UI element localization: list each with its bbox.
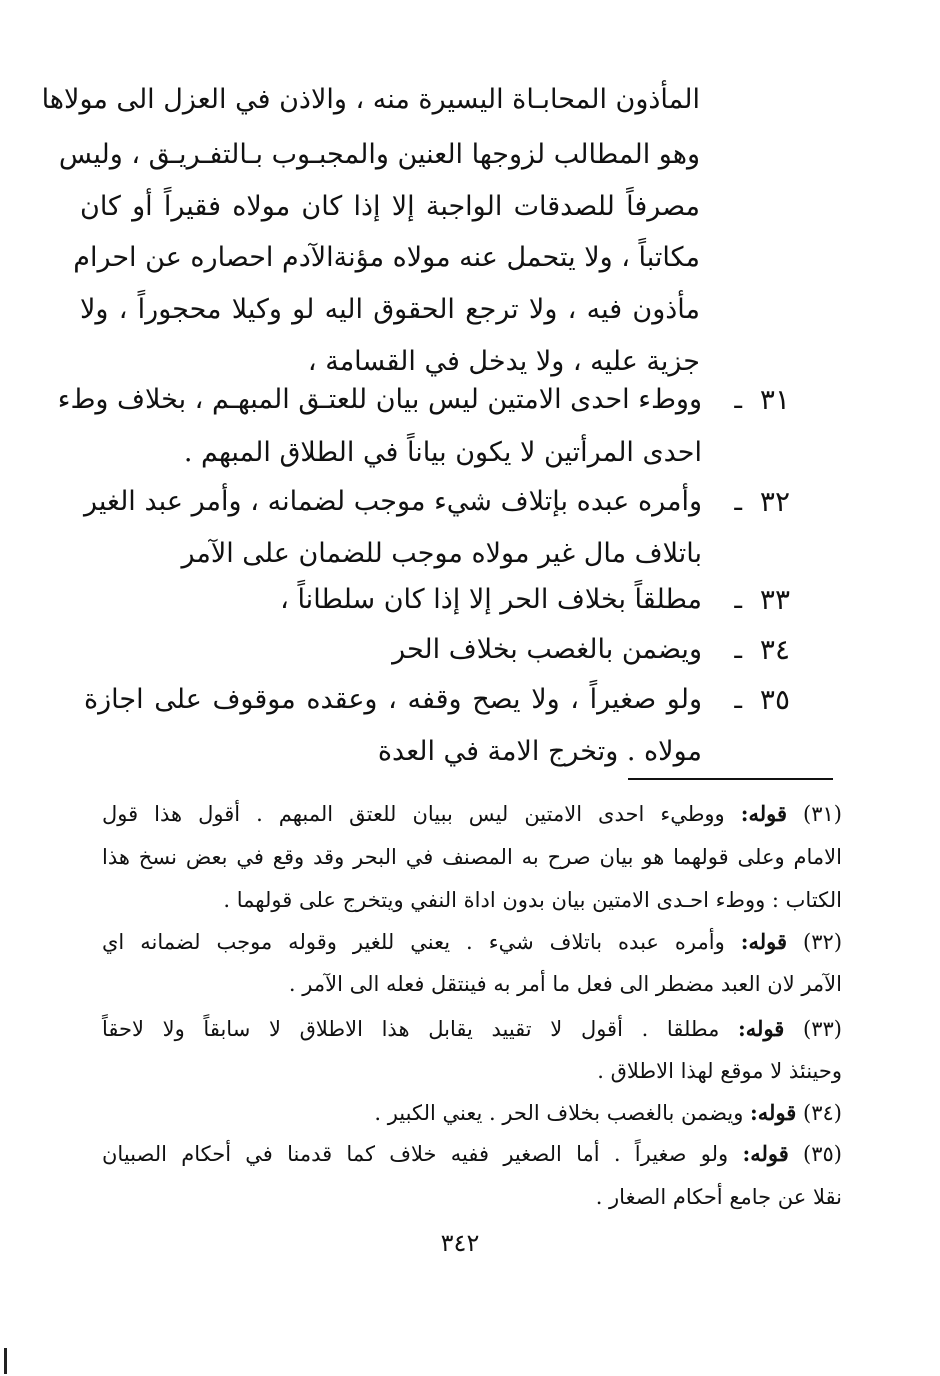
footnote-ref: (٣٢) <box>803 930 843 954</box>
footnote-keyword: قوله: <box>750 1100 797 1125</box>
item-text-line: احدى المرأتين لا يكون بياناً في الطلاق المبهم . <box>183 437 702 468</box>
item-text-line: ووطء احدى الامتين ليس بيان للعتـق المبهـم ، بخلاف وطء <box>57 384 702 415</box>
footnote-ref: (٣٣) <box>803 1017 842 1041</box>
footnote-line: نقلا عن جامع أحكام الصغار . <box>595 1185 842 1209</box>
footnote-text: وأمره عبده باتلاف شيء . يعني للغير وقوله موجب لضمانه اي <box>102 930 725 954</box>
item-text-line: ويضمن بالغصب بخلاف الحر <box>392 634 702 665</box>
item-dash: ـ <box>734 635 742 665</box>
item-dash: ـ <box>734 685 742 715</box>
footnote-keyword: قوله: <box>740 929 788 954</box>
footnote-line <box>102 798 842 830</box>
main-text-line: مأذون فيه ، ولا ترجع الحقوق اليه لو وكيلا محجوراً ، ولا <box>80 294 700 325</box>
footnote-ref: (٣١) <box>803 802 842 826</box>
main-text-line: وهو المطالب لزوجها العنين والمجبـوب بـالتفـريـق ، وليس <box>58 139 700 170</box>
main-text-line: جزية عليه ، ولا يدخل في القسامة ، <box>307 346 700 377</box>
main-text-line: المأذون المحابـاة اليسيرة منه ، والاذن في العزل الى مولاها <box>41 84 700 115</box>
scan-edge-mark <box>4 1348 7 1374</box>
item-number: ٣٣ <box>759 583 790 616</box>
item-text-line: مطلقاً بخلاف الحر إلا إذا كان سلطاناً ، <box>280 584 702 615</box>
footnote-keyword: قوله: <box>742 1141 789 1166</box>
item-text-line: باتلاف مال غير مولاه موجب للضمان على الآمر <box>181 538 702 569</box>
footnote-keyword: قوله: <box>740 801 788 826</box>
footnote-text: ووطيء احدى الامتين ليس ببيان للعتق المبهم . أقول هذا قول <box>102 802 725 826</box>
footnote-text: ويضمن بالغصب بخلاف الحر . يعني الكبير . <box>374 1101 744 1125</box>
footnote-line: الكتاب : ووطء احـدى الامتين بيان بدون اداة النفي ويتخرج على قولهما . <box>223 888 842 912</box>
item-text-line: ولو صغيراً ، ولا يصح وقفه ، وعقده موقوف على اجازة <box>84 684 702 715</box>
footnote-divider <box>628 778 833 780</box>
footnote-text: ولو صغيراً . أما الصغير ففيه خلاف كما قدمنا في أحكام الصبيان <box>102 1142 729 1166</box>
item-number: ٣٥ <box>759 683 790 716</box>
main-text-line: مكاتباً ، ولا يتحمل عنه مولاه مؤنةالآدم احصاره عن احرام <box>73 242 700 273</box>
footnote-line <box>102 1013 842 1045</box>
item-number: ٣٤ <box>759 633 790 666</box>
footnote-ref: (٣٤) <box>803 1101 842 1125</box>
main-text-line: مصرفاً للصدقات الواجبة إلا إذا كان مولاه فقيراً أو كان <box>80 191 700 222</box>
footnote-ref: (٣٥) <box>803 1142 842 1166</box>
item-dash: ـ <box>734 585 742 615</box>
item-dash: ـ <box>734 487 742 517</box>
footnote-line: وحينئذ لا موقع لهذا الاطلاق . <box>597 1059 842 1083</box>
item-number: ٣١ <box>759 383 790 416</box>
item-dash: ـ <box>734 385 742 415</box>
item-number: ٣٢ <box>759 485 790 518</box>
footnote-keyword: قوله: <box>738 1016 785 1041</box>
item-text-line: وأمره عبده بإتلاف شيء موجب لضمانه ، وأمر عبد الغير <box>84 486 702 517</box>
footnote-line: الآمر لان العبد مضطر الى فعل ما أمر به فينتقل فعله الى الآمر . <box>288 972 842 996</box>
item-text-line: مولاه . وتخرج الامة في العدة <box>377 736 702 767</box>
footnote-line <box>102 1138 842 1170</box>
footnote-line <box>102 926 842 958</box>
footnote-line: الامام وعلى قولهما هو بيان صرح به المصنف في البحر وقد وقع في بعض نسخ هذا <box>102 845 842 869</box>
footnote-text: مطلقا . أقول لا تقييد يقابل هذا الاطلاق لا سابقاً ولا لاحقاً <box>102 1017 720 1041</box>
footnote-line <box>102 1097 842 1129</box>
page-number: ٣٤٢ <box>440 1229 480 1257</box>
